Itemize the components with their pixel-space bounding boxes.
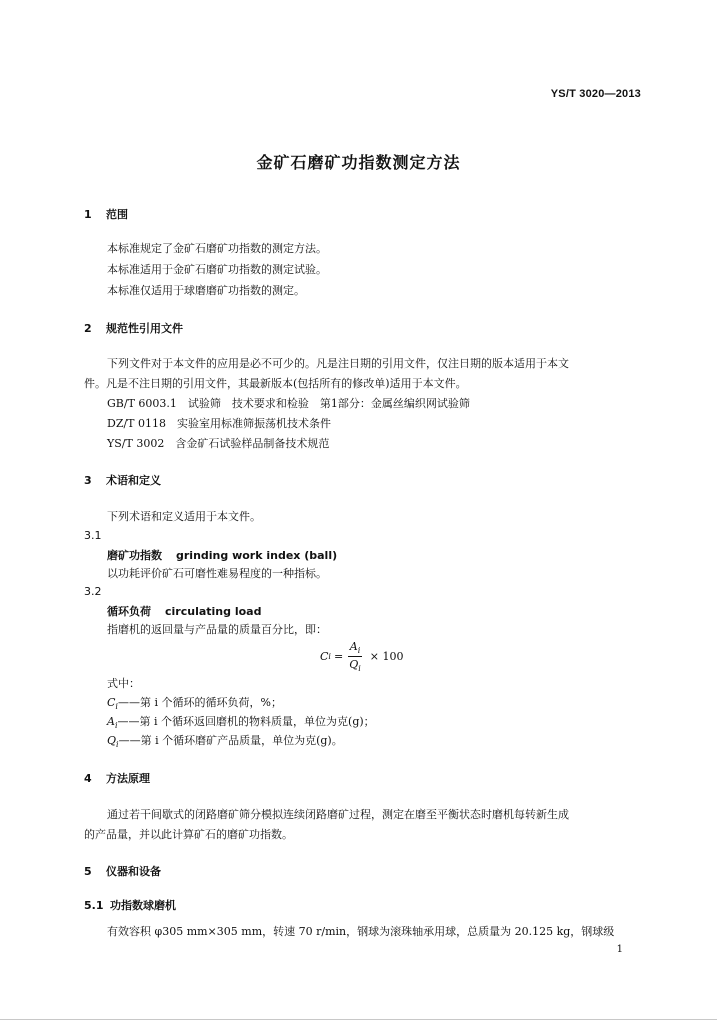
formula-subscript: i xyxy=(328,652,331,661)
variable-definition xyxy=(107,732,343,753)
section-title: 方法原理 xyxy=(106,772,150,785)
formula: C i = $\frac{A_i}{Q_i}$ × 100 xyxy=(320,640,404,673)
variable-symbol: Q xyxy=(107,734,117,747)
paragraph: 本标准仅适用于球磨磨矿功指数的测定。 xyxy=(107,284,305,297)
paragraph: 有效容积 φ305 mm×305 mm，转速 70 r/min，钢球为滚珠轴承用球，总质量为 20.125 kg，钢球级 xyxy=(107,925,615,938)
variable-symbol: A xyxy=(107,715,115,728)
formula-numerator: A xyxy=(349,640,358,653)
formula-subscript: i xyxy=(357,646,361,655)
section-title: 范围 xyxy=(106,208,128,221)
variable-subscript: i xyxy=(116,740,119,749)
term-number: 3.2 xyxy=(84,585,102,598)
section-3-heading xyxy=(84,472,161,488)
section-2-heading xyxy=(84,320,183,336)
section-number: 4 xyxy=(84,772,92,785)
section-number: 5 xyxy=(84,865,92,878)
subsection-title: 功指数球磨机 xyxy=(110,899,176,912)
section-number: 1 xyxy=(84,208,92,221)
formula-subscript: i xyxy=(358,664,361,673)
term-definition: 指磨机的返回量与产品量的质量百分比，即： xyxy=(107,623,327,636)
term-chinese: 磨矿功指数 xyxy=(107,549,162,562)
term-heading xyxy=(107,603,261,619)
term-chinese: 循环负荷 xyxy=(107,605,151,618)
reference-item: DZ/T 0118 实验室用标准筛振荡机技术条件 xyxy=(107,417,331,430)
subsection-number: 5.1 xyxy=(84,899,104,912)
section-title: 规范性引用文件 xyxy=(106,322,183,335)
term-heading xyxy=(107,547,337,563)
variable-definition xyxy=(107,694,282,715)
page-divider xyxy=(0,1019,717,1020)
formula-lhs: C xyxy=(320,650,329,663)
subsection-5-1-heading xyxy=(84,897,176,913)
standard-code: YS/T 3020—2013 xyxy=(550,88,641,100)
document-title: 金矿石磨矿功指数测定方法 xyxy=(256,153,461,172)
paragraph: 本标准规定了金矿石磨矿功指数的测定方法。 xyxy=(107,242,327,255)
formula-fraction xyxy=(347,640,363,673)
variable-symbol: C xyxy=(107,696,116,709)
paragraph: 的产品量，并以此计算矿石的磨矿功指数。 xyxy=(84,828,293,841)
page-number: 1 xyxy=(616,944,623,955)
variable-definition xyxy=(107,713,375,734)
term-english: grinding work index (ball) xyxy=(176,549,338,562)
paragraph: 本标准适用于金矿石磨矿功指数的测定试验。 xyxy=(107,263,327,276)
paragraph: 件。凡是不注日期的引用文件，其最新版本(包括所有的修改单)适用于本文件。 xyxy=(84,377,467,390)
section-5-heading xyxy=(84,863,161,879)
variable-description: ——第 i 个循环磨矿产品质量，单位为克(g)。 xyxy=(118,734,343,747)
variable-subscript: i xyxy=(114,721,118,730)
section-number: 2 xyxy=(84,322,92,335)
paragraph: 通过若干间歇式的闭路磨矿筛分模拟连续闭路磨矿过程，测定在磨至平衡状态时磨机每转新生成 xyxy=(107,808,569,821)
term-number: 3.1 xyxy=(84,529,102,542)
formula-denominator: Q xyxy=(349,658,359,671)
paragraph: 下列文件对于本文件的应用是必不可少的。凡是注日期的引用文件，仅注日期的版本适用于本文 xyxy=(107,357,569,370)
section-4-heading xyxy=(84,770,150,786)
term-english: circulating load xyxy=(165,605,262,618)
formula-tail: × 100 xyxy=(369,650,404,663)
section-number: 3 xyxy=(84,474,92,487)
reference-item: GB/T 6003.1 试验筛 技术要求和检验 第1部分：金属丝编织网试验筛 xyxy=(107,397,470,410)
section-1-heading xyxy=(84,206,128,222)
variable-description: ——第 i 个循环的循环负荷，%； xyxy=(117,696,282,709)
section-title: 仪器和设备 xyxy=(106,865,161,878)
where-label: 式中： xyxy=(107,677,140,690)
paragraph: 下列术语和定义适用于本文件。 xyxy=(107,510,261,523)
variable-description: ——第 i 个循环返回磨机的物料质量，单位为克(g)； xyxy=(117,715,375,728)
variable-subscript: i xyxy=(115,702,118,711)
reference-item: YS/T 3002 含金矿石试验样品制备技术规范 xyxy=(107,437,330,450)
term-definition: 以功耗评价矿石可磨性难易程度的一种指标。 xyxy=(107,567,327,580)
section-title: 术语和定义 xyxy=(106,474,161,487)
